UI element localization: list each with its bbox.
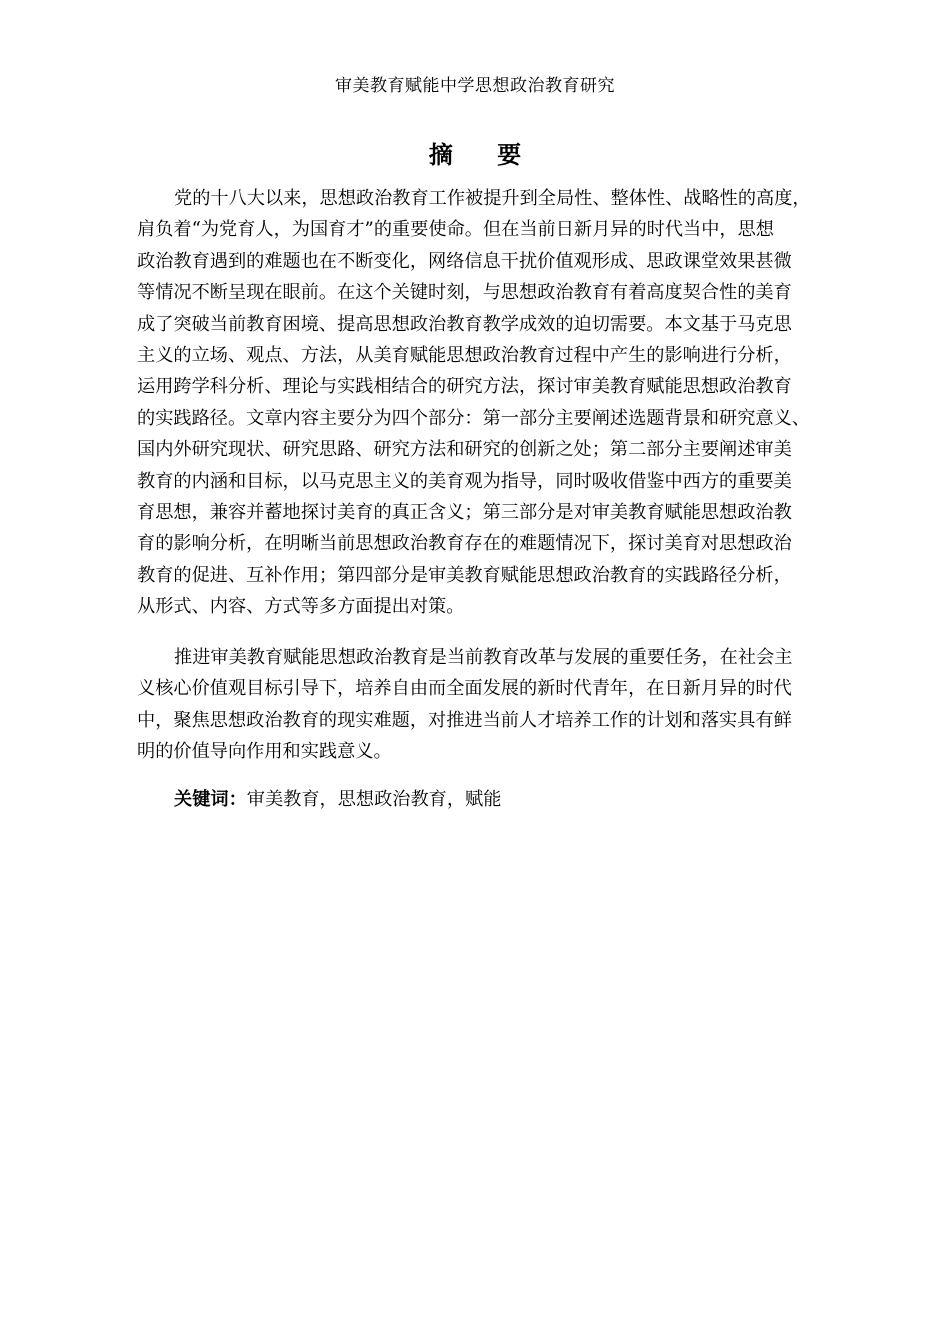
paragraph-line: 等情况不断呈现在眼前。在这个关键时刻，与思想政治教育有着高度契合性的美育 xyxy=(137,282,792,304)
abstract-paragraph-2 xyxy=(137,642,827,768)
running-header: 审美教育赋能中学思想政治教育研究 xyxy=(335,76,615,96)
paragraph-line: 国内外研究现状、研究思路、研究方法和研究的创新之处；第二部分主要阐述审美 xyxy=(137,439,792,461)
paragraph-line: 育思想，兼容并蓄地探讨美育的真正含义；第三部分是对审美教育赋能思想政治教 xyxy=(137,502,792,524)
paragraph-line: 教育的促进、互补作用；第四部分是审美教育赋能思想政治教育的实践路径分析， xyxy=(137,564,792,586)
paragraph-line: 肩负着“为党育人，为国育才”的重要使命。但在当前日新月异的时代当中，思想 xyxy=(137,219,774,241)
paragraph-line: 义核心价值观目标引导下，培养自由而全面发展的新时代青年，在日新月异的时代 xyxy=(137,678,792,700)
abstract-title: 摘 要 xyxy=(428,141,540,169)
keywords-line xyxy=(174,784,501,815)
paragraph-line: 育的影响分析，在明晰当前思想政治教育存在的难题情况下，探讨美育对思想政治 xyxy=(137,533,792,555)
paragraph-line: 推进审美教育赋能思想政治教育是当前教育改革与发展的重要任务，在社会主 xyxy=(174,647,793,668)
paragraph-line: 主义的立场、观点、方法，从美育赋能思想政治教育过程中产生的影响进行分析， xyxy=(137,345,792,367)
paragraph-line: 中，聚焦思想政治教育的现实难题，对推进当前人才培养工作的计划和落实具有鲜 xyxy=(137,709,792,731)
keywords-value: 审美教育，思想政治教育，赋能 xyxy=(246,789,502,810)
paragraph-line: 从形式、内容、方式等多方面提出对策。 xyxy=(137,596,465,618)
paragraph-line: 政治教育遇到的难题也在不断变化，网络信息干扰价值观形成、思政课堂效果甚微 xyxy=(137,250,792,272)
paragraph-line: 教育的内涵和目标，以马克思主义的美育观为指导，同时吸收借鉴中西方的重要美 xyxy=(137,470,792,492)
keywords-label: 关键词： xyxy=(174,789,247,810)
paragraph-line: 成了突破当前教育困境、提高思想政治教育教学成效的迫切需要。本文基于马克思 xyxy=(137,313,792,335)
paragraph-line: 运用跨学科分析、理论与实践相结合的研究方法，探讨审美教育赋能思想政治教育 xyxy=(137,376,792,398)
paragraph-line: 的实践路径。文章内容主要分为四个部分：第一部分主要阐述选题背景和研究意义、 xyxy=(137,407,810,429)
abstract-paragraph-1 xyxy=(137,183,827,623)
paragraph-line: 明的价值导向作用和实践意义。 xyxy=(137,741,392,763)
paragraph-line: 党的十八大以来，思想政治教育工作被提升到全局性、整体性、战略性的高度， xyxy=(174,188,811,209)
